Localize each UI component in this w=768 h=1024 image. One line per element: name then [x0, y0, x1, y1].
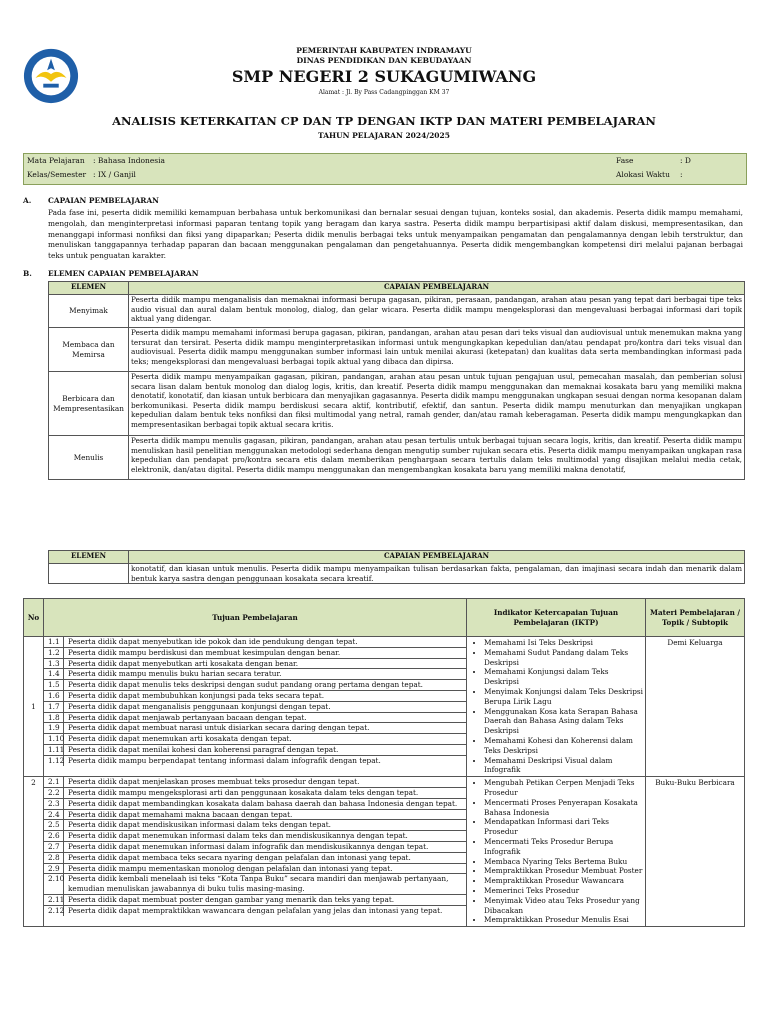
elemen-cell: Berbicara dan Mempresentasikan	[49, 372, 129, 436]
list-item: • Memahami Deskripsi Visual dalam Infografik	[484, 756, 644, 776]
tp-number: 1.8	[44, 713, 64, 723]
section-a-letter: A.	[23, 196, 32, 205]
tp-item	[44, 723, 466, 734]
kelas-value: : IX / Ganjil	[93, 170, 136, 179]
tp-number: 2.9	[44, 864, 64, 874]
iktp-list	[467, 777, 646, 927]
tp-number: 1.12	[44, 756, 64, 766]
tp-text: Peserta didik dapat menilai kohesi dan koherensi paragraf dengan tepat.	[68, 744, 339, 754]
tp-number: 1.9	[44, 723, 64, 733]
section-b-letter: B.	[23, 269, 32, 278]
table-row	[49, 372, 745, 436]
tp-item	[44, 874, 466, 895]
tp-number: 1.2	[44, 648, 64, 658]
cp-cell: Peserta didik mampu menulis gagasan, pikiran, pandangan, arahan atau pesan tertulis untuk berbagai tujuan secara logis, kritis, dan kreatif. Peserta didik mampu menuliskan hasil penelitian menggunakan metodologi sederhana dengan mengutip sumber rujukan secara etis. Peserta didik mampu menyampaikan ungkapan rasa kepedulian dan pendapat pro/kontra secara etis dalam memberikan penghargaan secara tertulis dalam teks multimodal yang disajikan melalui media cetak, elektronik, dan/atau digital. Peserta didik mampu menggunakan dan mengembangkan kosakata baru yang memiliki makna denotatif,	[129, 436, 745, 480]
list-item: • Memahami Isi Teks Deskripsi	[484, 638, 644, 648]
tp-item	[44, 680, 466, 691]
tp-text: Peserta didik dapat mempraktikkan wawancara dengan pelafalan yang jelas dan intonasi yang tepat.	[68, 905, 443, 915]
tp-number: 2.8	[44, 853, 64, 863]
mapel-label: Mata Pelajaran	[27, 156, 85, 165]
list-item: • Mencermati Proses Penyerapan Kosakata Bahasa Indonesia	[484, 798, 644, 818]
tp-item	[44, 777, 466, 788]
tp-text: Peserta didik mampu mementaskan monolog dengan pelafalan dan intonasi yang tepat.	[68, 863, 393, 873]
tp-text: Peserta didik dapat menyebutkan ide pokok dan ide pendukung dengan tepat.	[68, 637, 358, 646]
tp-item	[44, 799, 466, 810]
tp-text: Peserta didik dapat menemukan arti kosakata dengan tepat.	[68, 734, 292, 744]
list-item: • Memahami Sudut Pandang dalam Teks Deskripsi	[484, 648, 644, 668]
tp-text: Peserta didik mampu menulis buku harian secara teratur.	[68, 669, 282, 679]
col-header-cp: CAPAIAN PEMBELAJARAN	[129, 551, 745, 564]
col-header-no: No	[24, 599, 44, 637]
elemen-cell: Menyimak	[49, 295, 129, 328]
list-item: • Menggunakan Kosa kata Serapan Bahasa Daerah dan Bahasa Asing dalam Teks Deskripsi	[484, 707, 644, 736]
tp-text: Peserta didik dapat membuat narasi untuk disiarkan secara daring dengan tepat.	[68, 723, 370, 733]
tp-number: 2.11	[44, 895, 64, 905]
list-item: • Mencermati Teks Prosedur Berupa Infografik	[484, 837, 644, 857]
tp-number: 2.3	[44, 799, 64, 809]
list-item: • Mempraktikkan Prosedur Wawancara	[484, 876, 644, 886]
list-item: • Membaca Nyaring Teks Bertema Buku	[484, 857, 644, 867]
section-a-heading: CAPAIAN PEMBELAJARAN	[48, 196, 159, 205]
tp-text: Peserta didik dapat menemukan informasi dalam teks dan mendiskusikannya dengan tepat.	[68, 831, 408, 841]
tp-iktp-table	[23, 598, 745, 927]
tp-item	[44, 745, 466, 756]
tp-text: Peserta didik dapat menyebutkan arti kosakata dengan benar.	[68, 658, 299, 668]
col-header-materi: Materi Pembelajaran / Topik / Subtopik	[646, 599, 745, 637]
tp-item	[44, 831, 466, 842]
list-item: • Memerinci Teks Prosedur	[484, 886, 644, 896]
list-item: • Memahami Kohesi dan Koherensi dalam Teks Deskripsi	[484, 736, 644, 756]
tp-item	[44, 864, 466, 875]
tp-item	[44, 842, 466, 853]
col-header-elemen: ELEMEN	[49, 282, 129, 295]
tp-text: Peserta didik dapat memahami makna bacaan dengan tepat.	[68, 809, 293, 819]
tp-item	[44, 691, 466, 702]
tp-list	[44, 777, 467, 927]
tp-text: Peserta didik dapat membubuhkan konjungsi pada teks secara tepat.	[68, 690, 325, 700]
list-item: • Memahami Konjungsi dalam Teks Deskripsi	[484, 667, 644, 687]
materi-cell: Buku-Buku Berbicara	[646, 777, 745, 927]
tp-item	[44, 906, 466, 916]
list-item: • Mempraktikkan Prosedur Menulis Esai	[484, 915, 644, 925]
header-line-1: PEMERINTAH KABUPATEN INDRAMAYU	[296, 46, 472, 55]
col-header-elemen: ELEMEN	[49, 551, 129, 564]
tp-number: 1.11	[44, 745, 64, 755]
list-item: • Mengubah Petikan Cerpen Menjadi Teks Prosedur	[484, 778, 644, 798]
tp-item	[44, 820, 466, 831]
tp-number: 1.10	[44, 734, 64, 744]
tp-number: 2.12	[44, 906, 64, 916]
cp-cell: Peserta didik mampu memahami informasi berupa gagasan, pikiran, pandangan, arahan atau pesan dari teks visual dan audiovisual untuk menemukan makna yang tersurat dan tersirat. Peserta didik mampu menginterpretasikan informasi untuk mengungkapkan kepedulian dan/atau pendapat pro/kontra dari teks visual dan audiovisual. Peserta didik mampu menggunakan sumber informasi lain untuk menilai akurasi (ketepatan) dan kualitas data serta membandingkan informasi pada teks; mengeksplorasi dan mengevaluasi berbagai topik aktual yang dibaca dan dipirsa.	[129, 328, 745, 372]
elemen-cell: Menulis	[49, 436, 129, 480]
school-name: SMP NEGERI 2 SUKAGUMIWANG	[231, 67, 537, 86]
elemen-cell-empty	[49, 564, 129, 584]
kelas-label: Kelas/Semester	[27, 170, 87, 179]
cp-cell: konotatif, dan kiasan untuk menulis. Peserta didik mampu menyampaikan tulisan berdasarkan fakta, pengalaman, dan imajinasi secara indah dan menarik dalam bentuk karya sastra dengan penggunaan kosakata secara kreatif.	[129, 564, 745, 584]
meta-info-box	[23, 153, 747, 185]
tp-text: Peserta didik kembali menelaah isi teks “Kota Tanpa Buku” secara mandiri dan menjawab pertanyaan, kemudian menuliskan jawabannya di buku tulis masing-masing.	[68, 874, 449, 894]
fase-label: Fase	[616, 156, 634, 165]
tp-number: 1.7	[44, 702, 64, 712]
tp-item	[44, 702, 466, 713]
tp-item	[44, 637, 466, 648]
tp-item	[44, 788, 466, 799]
cp-cell: Peserta didik mampu menganalisis dan memaknai informasi berupa gagasan, pikiran, perasaan, pandangan, arahan atau pesan yang tepat dari berbagai tipe teks audio visual dan aural dalam bentuk monolog, dialog, dan gelar wicara. Peserta didik mampu mengeksplorasi dan mengevaluasi berbagai informasi dari topik aktual yang didengar.	[129, 295, 745, 328]
tp-item	[44, 669, 466, 680]
tp-number: 2.6	[44, 831, 64, 841]
tp-text: Peserta didik dapat membandingkan kosakata dalam bahasa daerah dan bahasa Indonesia dengan tepat.	[68, 798, 458, 808]
tp-text: Peserta didik dapat menjawab pertanyaan bacaan dengan tepat.	[68, 712, 307, 722]
group-number: 1	[24, 637, 44, 777]
tp-text: Peserta didik dapat mendiskusikan informasi dalam teks dengan tepat.	[68, 820, 331, 830]
tp-item	[44, 659, 466, 670]
materi-cell: Demi Keluarga	[646, 637, 745, 777]
tp-item	[44, 895, 466, 906]
tp-group-row	[24, 637, 745, 777]
tp-item	[44, 734, 466, 745]
section-b-heading: ELEMEN CAPAIAN PEMBELAJARAN	[48, 269, 199, 278]
table-row	[49, 295, 745, 328]
tp-number: 1.1	[44, 637, 64, 647]
fase-value: : D	[680, 156, 691, 165]
header-line-2: DINAS PENDIDIKAN DAN KEBUDAYAAN	[296, 56, 472, 65]
tp-item	[44, 756, 466, 766]
tp-number: 2.5	[44, 820, 64, 830]
tp-text: Peserta didik dapat menjelaskan proses membuat teks prosedur dengan tepat.	[68, 777, 360, 787]
tp-item	[44, 713, 466, 724]
table-row	[49, 564, 745, 584]
tp-text: Peserta didik dapat membaca teks secara nyaring dengan pelafalan dan intonasi yang tepat.	[68, 852, 411, 862]
tp-text: Peserta didik dapat membuat poster dengan gambar yang menarik dan teks yang tepat.	[68, 894, 395, 904]
tp-text: Peserta didik dapat menganalisis penggunaan konjungsi dengan tepat.	[68, 701, 331, 711]
elemen-cp-table	[48, 281, 745, 480]
mapel-value: : Bahasa Indonesia	[93, 156, 165, 165]
group-number: 2	[24, 777, 44, 927]
tp-number: 1.3	[44, 659, 64, 669]
list-item: • Menyimak Video atau Teks Prosedur yang Dibacakan	[484, 896, 644, 916]
col-header-tp: Tujuan Pembelajaran	[44, 599, 467, 637]
tp-group-row	[24, 777, 745, 927]
table-row	[49, 436, 745, 480]
tp-list	[44, 637, 467, 777]
list-item: • Mempraktikkan Prosedur Membuat Poster	[484, 866, 644, 876]
tp-number: 2.10	[44, 874, 64, 894]
alokasi-label: Alokasi Waktu	[616, 170, 670, 179]
list-item: • Menyimak Konjungsi dalam Teks Deskripsi Berupa Lirik Lagu	[484, 687, 644, 707]
tp-item	[44, 853, 466, 864]
tp-number: 2.1	[44, 777, 64, 787]
tp-item	[44, 648, 466, 659]
elemen-cp-table-continued	[48, 550, 745, 584]
alokasi-value: :	[680, 170, 683, 179]
iktp-bullets	[468, 778, 644, 925]
tp-number: 1.5	[44, 680, 64, 690]
tp-number: 1.4	[44, 669, 64, 679]
table-row	[49, 328, 745, 372]
tp-text: Peserta didik dapat menemukan informasi dalam infografik dan mendiskusikannya dengan tepat.	[68, 841, 429, 851]
list-item: • Mendapatkan Informasi dari Teks Prosedur	[484, 817, 644, 837]
document-subtitle: TAHUN PELAJARAN 2024/2025	[318, 131, 450, 140]
elemen-cell: Membaca dan Memirsa	[49, 328, 129, 372]
tp-item	[44, 810, 466, 821]
document-title: ANALISIS KETERKAITAN CP DAN TP DENGAN IKTP DAN MATERI PEMBELAJARAN	[112, 114, 656, 128]
letterhead	[0, 40, 768, 104]
tp-text: Peserta didik mampu berdiskusi dan membuat kesimpulan dengan benar.	[68, 647, 341, 657]
school-address: Alamat : Jl. By Pass Cadangpinggan KM 37	[318, 89, 450, 96]
tp-text: Peserta didik dapat menulis teks deskripsi dengan sudut pandang orang pertama dengan tepat.	[68, 680, 423, 690]
col-header-cp: CAPAIAN PEMBELAJARAN	[129, 282, 745, 295]
cp-cell: Peserta didik mampu menyampaikan gagasan, pikiran, pandangan, arahan atau pesan untuk tujuan pengajuan usul, pemecahan masalah, dan pemberian solusi secara lisan dalam bentuk monolog dan dialog logis, kritis, dan kreatif. Peserta didik mampu menggunakan dan memaknai kosakata baru yang memiliki makna denotatif, konotatif, dan kiasan untuk berbicara dan menyajikan gagasannya. Peserta didik mampu menggunakan ungkapan sesuai dengan norma kesopanan dalam berkomunikasi. Peserta didik mampu berdiskusi secara aktif, kontributif, efektif, dan santun. Peserta didik mampu menuturkan dan menyajikan ungkapan kepedulian dalam bentuk teks nonfiksi dan fiksi multimodal yang netral, ramah gender, dan/atau ramah keberagaman. Peserta didik mampu mengungkapkan dan mempresentasikan berbagai topik aktual secara kritis.	[129, 372, 745, 436]
tp-number: 2.2	[44, 788, 64, 798]
col-header-iktp: Indikator Ketercapaian Tujuan Pembelajaran (IKTP)	[467, 599, 646, 637]
iktp-bullets	[468, 638, 644, 775]
tp-number: 1.6	[44, 691, 64, 701]
tp-text: Peserta didik mampu berpendapat tentang informasi dalam infografik dengan tepat.	[68, 755, 381, 765]
tp-number: 2.7	[44, 842, 64, 852]
section-a-paragraph: Pada fase ini, peserta didik memiliki kemampuan berbahasa untuk berkomunikasi dan bernalar sesuai dengan tujuan, konteks sosial, dan akademis. Peserta didik mampu memahami, mengolah, dan menginterpretasi informasi paparan tentang topik yang beragam dan karya sastra. Peserta didik mampu berpartisipasi aktif dalam diskusi, mempresentasikan, dan menanggapi informasi nonfiksi dan fiksi yang dipaparkan; Peserta didik menulis berbagai teks untuk menyampaikan pengamatan dan pengalamannya dengan lebih terstruktur, dan menuliskan tanggapannya terhadap paparan dan bacaan menggunakan pengalaman dan pengetahuannya. Peserta didik mengembangkan kompetensi diri melalui pajanan berbagai teks untuk penguatan karakter.	[48, 208, 743, 261]
tp-text: Peserta didik mampu mengeksplorasi arti dan penggunaan kosakata dalam teks dengan tepat.	[68, 787, 419, 797]
iktp-list	[467, 637, 646, 777]
tp-number: 2.4	[44, 810, 64, 820]
